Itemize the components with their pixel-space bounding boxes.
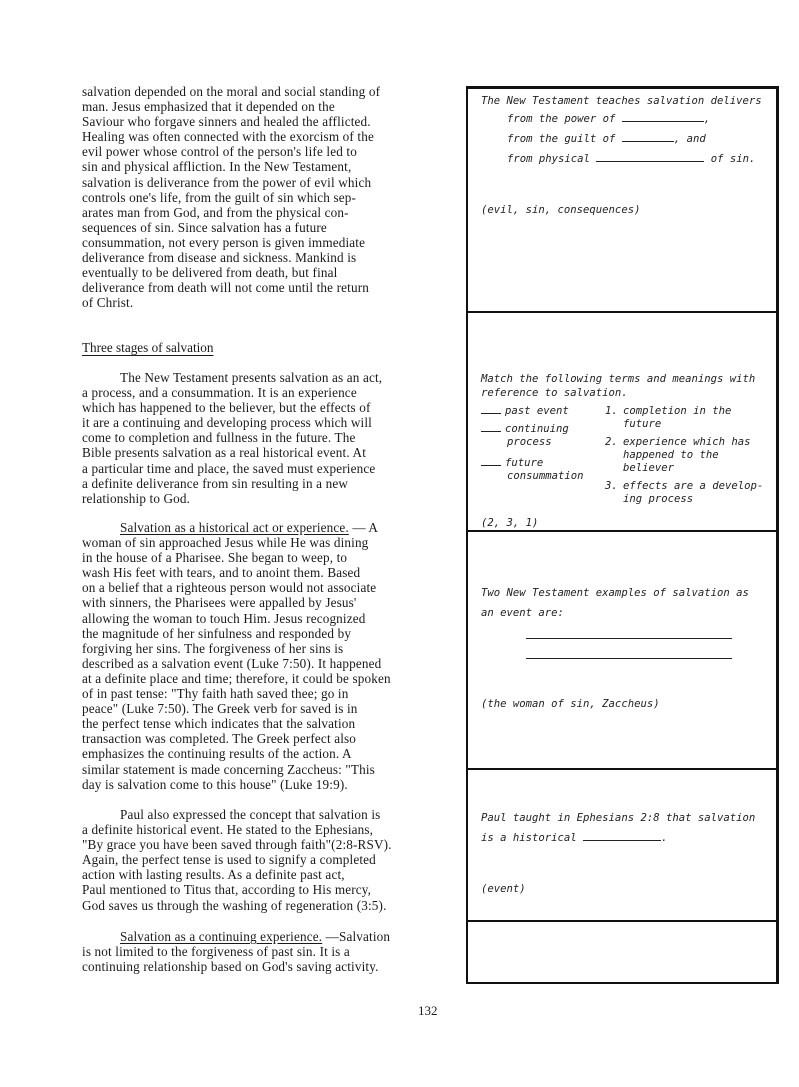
text-line: day is salvation come to this house" (Luke 19:9). bbox=[82, 776, 348, 792]
text-line: deliverance from disease and sickness. Mankind is bbox=[82, 250, 357, 266]
text-line: wash His feet with tears, and to anoint them. Based bbox=[82, 565, 361, 581]
text-line: allowing the woman to touch Him. Jesus recognized bbox=[82, 610, 366, 626]
frame-2-answer: (2, 3, 1) bbox=[481, 517, 539, 529]
text-line: relationship to God. bbox=[82, 490, 191, 506]
answer-blank[interactable] bbox=[583, 830, 661, 841]
historical-paragraph bbox=[82, 520, 468, 792]
frame-3-answer: (the woman of sin, Zaccheus) bbox=[481, 698, 660, 710]
text-line: Bible presents salvation as a real historical event. At bbox=[82, 445, 367, 461]
frame-1-line-3 bbox=[507, 150, 755, 168]
term-answer-blank[interactable] bbox=[481, 413, 501, 414]
text: is a historical bbox=[481, 832, 577, 844]
frame-1-line-1 bbox=[507, 110, 710, 128]
text-line: described as a salvation event (Luke 7:50). It happened bbox=[82, 655, 382, 671]
frame-divider bbox=[468, 768, 776, 770]
text: , and bbox=[673, 133, 706, 145]
text-line: continuing relationship based on God's saving activity. bbox=[82, 959, 379, 975]
term-item bbox=[481, 423, 611, 449]
study-frames bbox=[466, 86, 779, 984]
answer-blank[interactable] bbox=[526, 638, 732, 639]
historical-subheading: Salvation as a historical act or experience. bbox=[120, 520, 349, 535]
frame-4-answer: (event) bbox=[481, 883, 526, 895]
meaning-text: future bbox=[623, 418, 662, 430]
text-line: salvation is deliverance from the power of evil which bbox=[82, 174, 372, 190]
frame-divider bbox=[468, 530, 776, 532]
meaning-number: 1. bbox=[605, 405, 618, 417]
text-line: in the house of a Pharisee. She began to weep, to bbox=[82, 550, 348, 566]
text-line: peace" (Luke 7:50). The Greek verb for saved is in bbox=[82, 701, 358, 717]
text-line: man. Jesus emphasized that it depended on the bbox=[82, 99, 335, 115]
text-line: of Christ. bbox=[82, 295, 134, 311]
meaning-text: effects are a develop- bbox=[623, 480, 764, 492]
meaning-text: completion in the bbox=[623, 405, 732, 417]
answer-blank[interactable] bbox=[622, 131, 674, 142]
text-line: evil power whose control of the person's life led to bbox=[82, 144, 357, 160]
text: from physical bbox=[507, 153, 590, 165]
text-line: is not limited to the forgiveness of past sin. It is a bbox=[82, 944, 350, 960]
text-line: similar statement is made concerning Zaccheus: "This bbox=[82, 761, 375, 777]
text-line: forgiving her sins. The forgiveness of her sins is bbox=[82, 640, 344, 656]
text-line: a definite deliverance from sin resulting in a new bbox=[82, 475, 349, 491]
text-line: Healing was often connected with the exorcism of the bbox=[82, 129, 374, 145]
text-line: sin and physical affliction. In the New Testament, bbox=[82, 159, 352, 175]
meaning-text: ing process bbox=[623, 493, 694, 505]
text-line: it are a continuing and developing process which will bbox=[82, 415, 372, 431]
continuing-paragraph bbox=[82, 929, 468, 974]
term-answer-blank[interactable] bbox=[481, 431, 501, 432]
text-line: arates man from God, and from the physical con- bbox=[82, 204, 349, 220]
answer-blank[interactable] bbox=[526, 658, 732, 659]
term-answer-blank[interactable] bbox=[481, 465, 501, 466]
text-line: emphasizes the continuing results of the action. A bbox=[82, 746, 352, 762]
text: , bbox=[703, 113, 711, 125]
text-line: a particular time and place, the saved must experience bbox=[82, 460, 376, 476]
text-line: at a definite place and time; therefore, it could be spoken bbox=[82, 670, 391, 686]
text-line: a process, and a consummation. It is an experience bbox=[82, 385, 357, 401]
text-line: come to completion and fullness in the future. The bbox=[82, 430, 356, 446]
text-line: Saviour who forgave sinners and healed the afflicted. bbox=[82, 114, 371, 130]
frame-4-prompt-line-1: Paul taught in Ephesians 2:8 that salvation bbox=[481, 812, 756, 824]
section-heading: Three stages of salvation bbox=[82, 340, 214, 355]
continuing-heading-line bbox=[82, 929, 468, 944]
term-item bbox=[481, 457, 611, 483]
term-text: past event bbox=[505, 405, 569, 417]
text-line: action with lasting results. As a definite past act, bbox=[82, 867, 345, 883]
frame-4-prompt-line-2 bbox=[481, 829, 667, 847]
continuing-subheading: Salvation as a continuing experience. bbox=[120, 929, 323, 944]
term-text: continuing bbox=[505, 423, 569, 435]
meaning-number: 3. bbox=[605, 480, 618, 492]
text-line: — A bbox=[348, 520, 379, 535]
meaning-item bbox=[605, 480, 775, 506]
text-line: eventually to be delivered from death, but final bbox=[82, 265, 338, 281]
meaning-text: experience which has bbox=[623, 436, 751, 448]
meaning-item bbox=[605, 405, 775, 431]
text: from the power of bbox=[507, 113, 616, 125]
term-text: future bbox=[505, 457, 544, 469]
text-line: The New Testament presents salvation as an act, bbox=[120, 370, 383, 385]
intro-paragraph bbox=[82, 84, 468, 310]
answer-blank[interactable] bbox=[596, 151, 704, 162]
text-line: consummation, not every person is given immediate bbox=[82, 234, 366, 250]
frame-1-line-2 bbox=[507, 130, 706, 148]
text-line: Paul mentioned to Titus that, according to His mercy, bbox=[82, 882, 372, 898]
text: of sin. bbox=[710, 153, 756, 165]
text-line: Paul also expressed the concept that salvation is bbox=[120, 807, 381, 822]
meaning-text: happened to the bbox=[623, 449, 719, 461]
text-line: God saves us through the washing of regeneration (3:5). bbox=[82, 897, 387, 913]
text-line: deliverance from death will not come until the return bbox=[82, 280, 369, 296]
meanings-list bbox=[605, 405, 775, 511]
frame-1-answer: (evil, sin, consequences) bbox=[481, 204, 641, 216]
text-line: a definite historical event. He stated to the Ephesians, bbox=[82, 822, 374, 838]
historical-heading-line bbox=[82, 520, 468, 535]
answer-blank[interactable] bbox=[622, 111, 704, 122]
paul-paragraph bbox=[82, 807, 468, 913]
frame-divider bbox=[468, 311, 776, 313]
frame-3-prompt-line-1: Two New Testament examples of salvation as bbox=[481, 587, 749, 599]
text-line: —Salvation bbox=[322, 929, 391, 944]
text-line: sequences of sin. Since salvation has a future bbox=[82, 219, 327, 235]
text-line: salvation depended on the moral and social standing of bbox=[82, 84, 381, 99]
text-line: "By grace you have been saved through faith"(2:8-RSV). bbox=[82, 837, 392, 853]
page-number: 132 bbox=[418, 1003, 438, 1018]
term-text: consummation bbox=[507, 470, 584, 482]
meaning-number: 2. bbox=[605, 436, 618, 448]
frame-2-prompt-line-1: Match the following terms and meanings with bbox=[481, 373, 756, 385]
text-line: with sinners, the Pharisees were appalled by Jesus' bbox=[82, 595, 357, 611]
frame-divider bbox=[468, 920, 776, 922]
text: . bbox=[661, 832, 668, 844]
text-line: on a belief that a righteous person would not associate bbox=[82, 580, 377, 596]
text: from the guilt of bbox=[507, 133, 616, 145]
meaning-item bbox=[605, 436, 775, 475]
frame-1-prompt: The New Testament teaches salvation delivers bbox=[481, 95, 762, 107]
frame-3-prompt-line-2: an event are: bbox=[481, 607, 564, 619]
terms-list bbox=[481, 405, 611, 488]
term-item bbox=[481, 405, 611, 418]
text-line: of in past tense: "Thy faith hath saved thee; go in bbox=[82, 686, 349, 702]
text-line: controls one's life, from the guilt of sin which sep- bbox=[82, 189, 357, 205]
stages-paragraph bbox=[82, 370, 468, 506]
frame-2-prompt-line-2: reference to salvation. bbox=[481, 387, 628, 399]
text-line: Again, the perfect tense is used to signify a completed bbox=[82, 852, 376, 868]
text-line: which has happened to the believer, but the effects of bbox=[82, 400, 371, 416]
term-text: process bbox=[507, 436, 552, 448]
text-line: the perfect tense which indicates that the salvation bbox=[82, 716, 356, 732]
text-line: transaction was completed. The Greek perfect also bbox=[82, 731, 357, 747]
text-line: the magnitude of her sinfulness and responded by bbox=[82, 625, 352, 641]
meaning-text: believer bbox=[623, 462, 675, 474]
text-line: woman of sin approached Jesus while He was dining bbox=[82, 535, 369, 551]
